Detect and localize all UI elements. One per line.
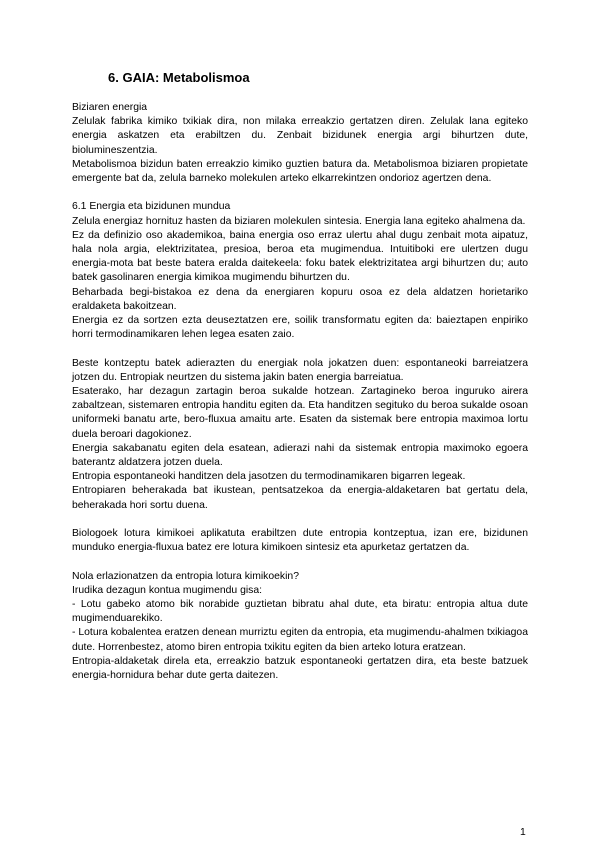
- paragraph: Biologoek lotura kimikoei aplikatuta erabiltzen dute entropia kontzeptua, izan ere, bizidunen munduko energia-fluxua batez ere lotura kimikoen sintesiz eta apurketaz gertatzen da.: [72, 528, 528, 554]
- paragraph: Metabolismoa bizidun baten erreakzio kimiko guztien batura da. Metabolismoa biziaren propietate emergente bat da, zelula barneko molekulen arteko elkarrekintzen ondorioz agertzen dena.: [72, 158, 528, 185]
- paragraph: Entropia-aldaketak direla eta, erreakzio batzuk espontaneoki gertatzen dira, eta beste batzuek energia-hornidura behar dute gerta daitezen.: [72, 655, 528, 682]
- section-heading: 6.1 Energia eta bizidunen mundua: [72, 201, 231, 213]
- list-item: - Lotu gabeko atomo bik norabide guztietan bibratu ahal dute, eta biratu: entropia altua dute mugimenduarekiko.: [72, 599, 528, 625]
- page-number: 1: [520, 827, 526, 838]
- section-heading: Nola erlazionatzen da entropia lotura kimikoekin?: [72, 570, 299, 582]
- list-item: - Lotura kobalentea eratzen denean murriztu egiten da entropia, eta mugimendu-ahalmen txikiagoa dute. Horrenbestez, atomo biren entropia txikitu egiten da bien arteko lotura eratzean.: [72, 627, 528, 653]
- document-body: [72, 101, 528, 683]
- section-heading: Biziaren energia: [72, 102, 148, 113]
- paragraph: Entropiaren beherakada bat ikustean, pentsatzekoa da energia-aldaketaren bat gertatu dela, beherakada hori sortu duena.: [72, 485, 528, 511]
- spacer: [72, 555, 528, 569]
- paragraph: Entropia espontaneoki handitzen dela jasotzen du termodinamikaren bigarren legeak.: [72, 471, 466, 483]
- paragraph: Zelulak fabrika kimiko txikiak dira, non milaka erreakzio gertatzen diren. Zelulak lana egiteko energia askatzen eta erabiltzen du. Zenbait bizidunek energia argi bihurtzen dute, biolumineszentzia.: [72, 116, 528, 156]
- paragraph: Zelula energiaz hornituz hasten da biziaren molekulen sintesia. Energia lana egiteko ahalmena da.: [72, 215, 526, 227]
- paragraph: Ez da definizio oso akademikoa, baina energia oso erraz ulertu ahal dugu zenbait mota aipatuz, hala nola argia, elektrizitatea, presioa, beroa eta mugimendua. Intuitiboki ere ulertzen dugu energia-mota bat beste batera eralda daitekeela: foku batek elektrizitatea argi bihurtzen du; auto batek gasolinaren energia kimikoa mugimendu bihurtzen du.: [72, 229, 528, 284]
- paragraph: Irudika dezagun kontua mugimendu gisa:: [72, 584, 263, 596]
- spacer: [72, 513, 528, 527]
- paragraph: Energia ez da sortzen ezta deuseztatzen ere, soilik transformatu egiten da: baieztapen enpiriko horri termodinamikaren lehen legea esaten zaio.: [72, 315, 528, 341]
- paragraph: Beharbada begi-bistakoa ez dena da energiaren kopuru osoa ez dela aldatzen horietariko eraldaketa bakoitzean.: [72, 286, 528, 312]
- paragraph: Energia sakabanatu egiten dela esatean, adierazi nahi da sistemak entropia maximoko egoera baterantz aldatzera jotzen duela.: [72, 442, 528, 469]
- paragraph: Esaterako, har dezagun zartagin beroa sukalde hotzean. Zartagineko beroa inguruko airera zabaltzean, sistemaren entropia handitu egiten da. Eta handitzen segituko du beroa sukalde osoan uniformeki banatu arte, bero-fluxua amaitu arte. Esaten da sistemak bere entropia maximoa lortu duela beroari dagokionez.: [72, 386, 528, 440]
- page-title: 6. GAIA: Metabolismoa: [108, 70, 250, 85]
- spacer: [72, 342, 528, 356]
- spacer: [72, 186, 528, 200]
- paragraph: Beste kontzeptu batek adierazten du energiak nola jokatzen duen: espontaneoki barreiatzera jotzen du. Entropiak neurtzen du sistema jakin baten energia barreiatua.: [72, 357, 528, 383]
